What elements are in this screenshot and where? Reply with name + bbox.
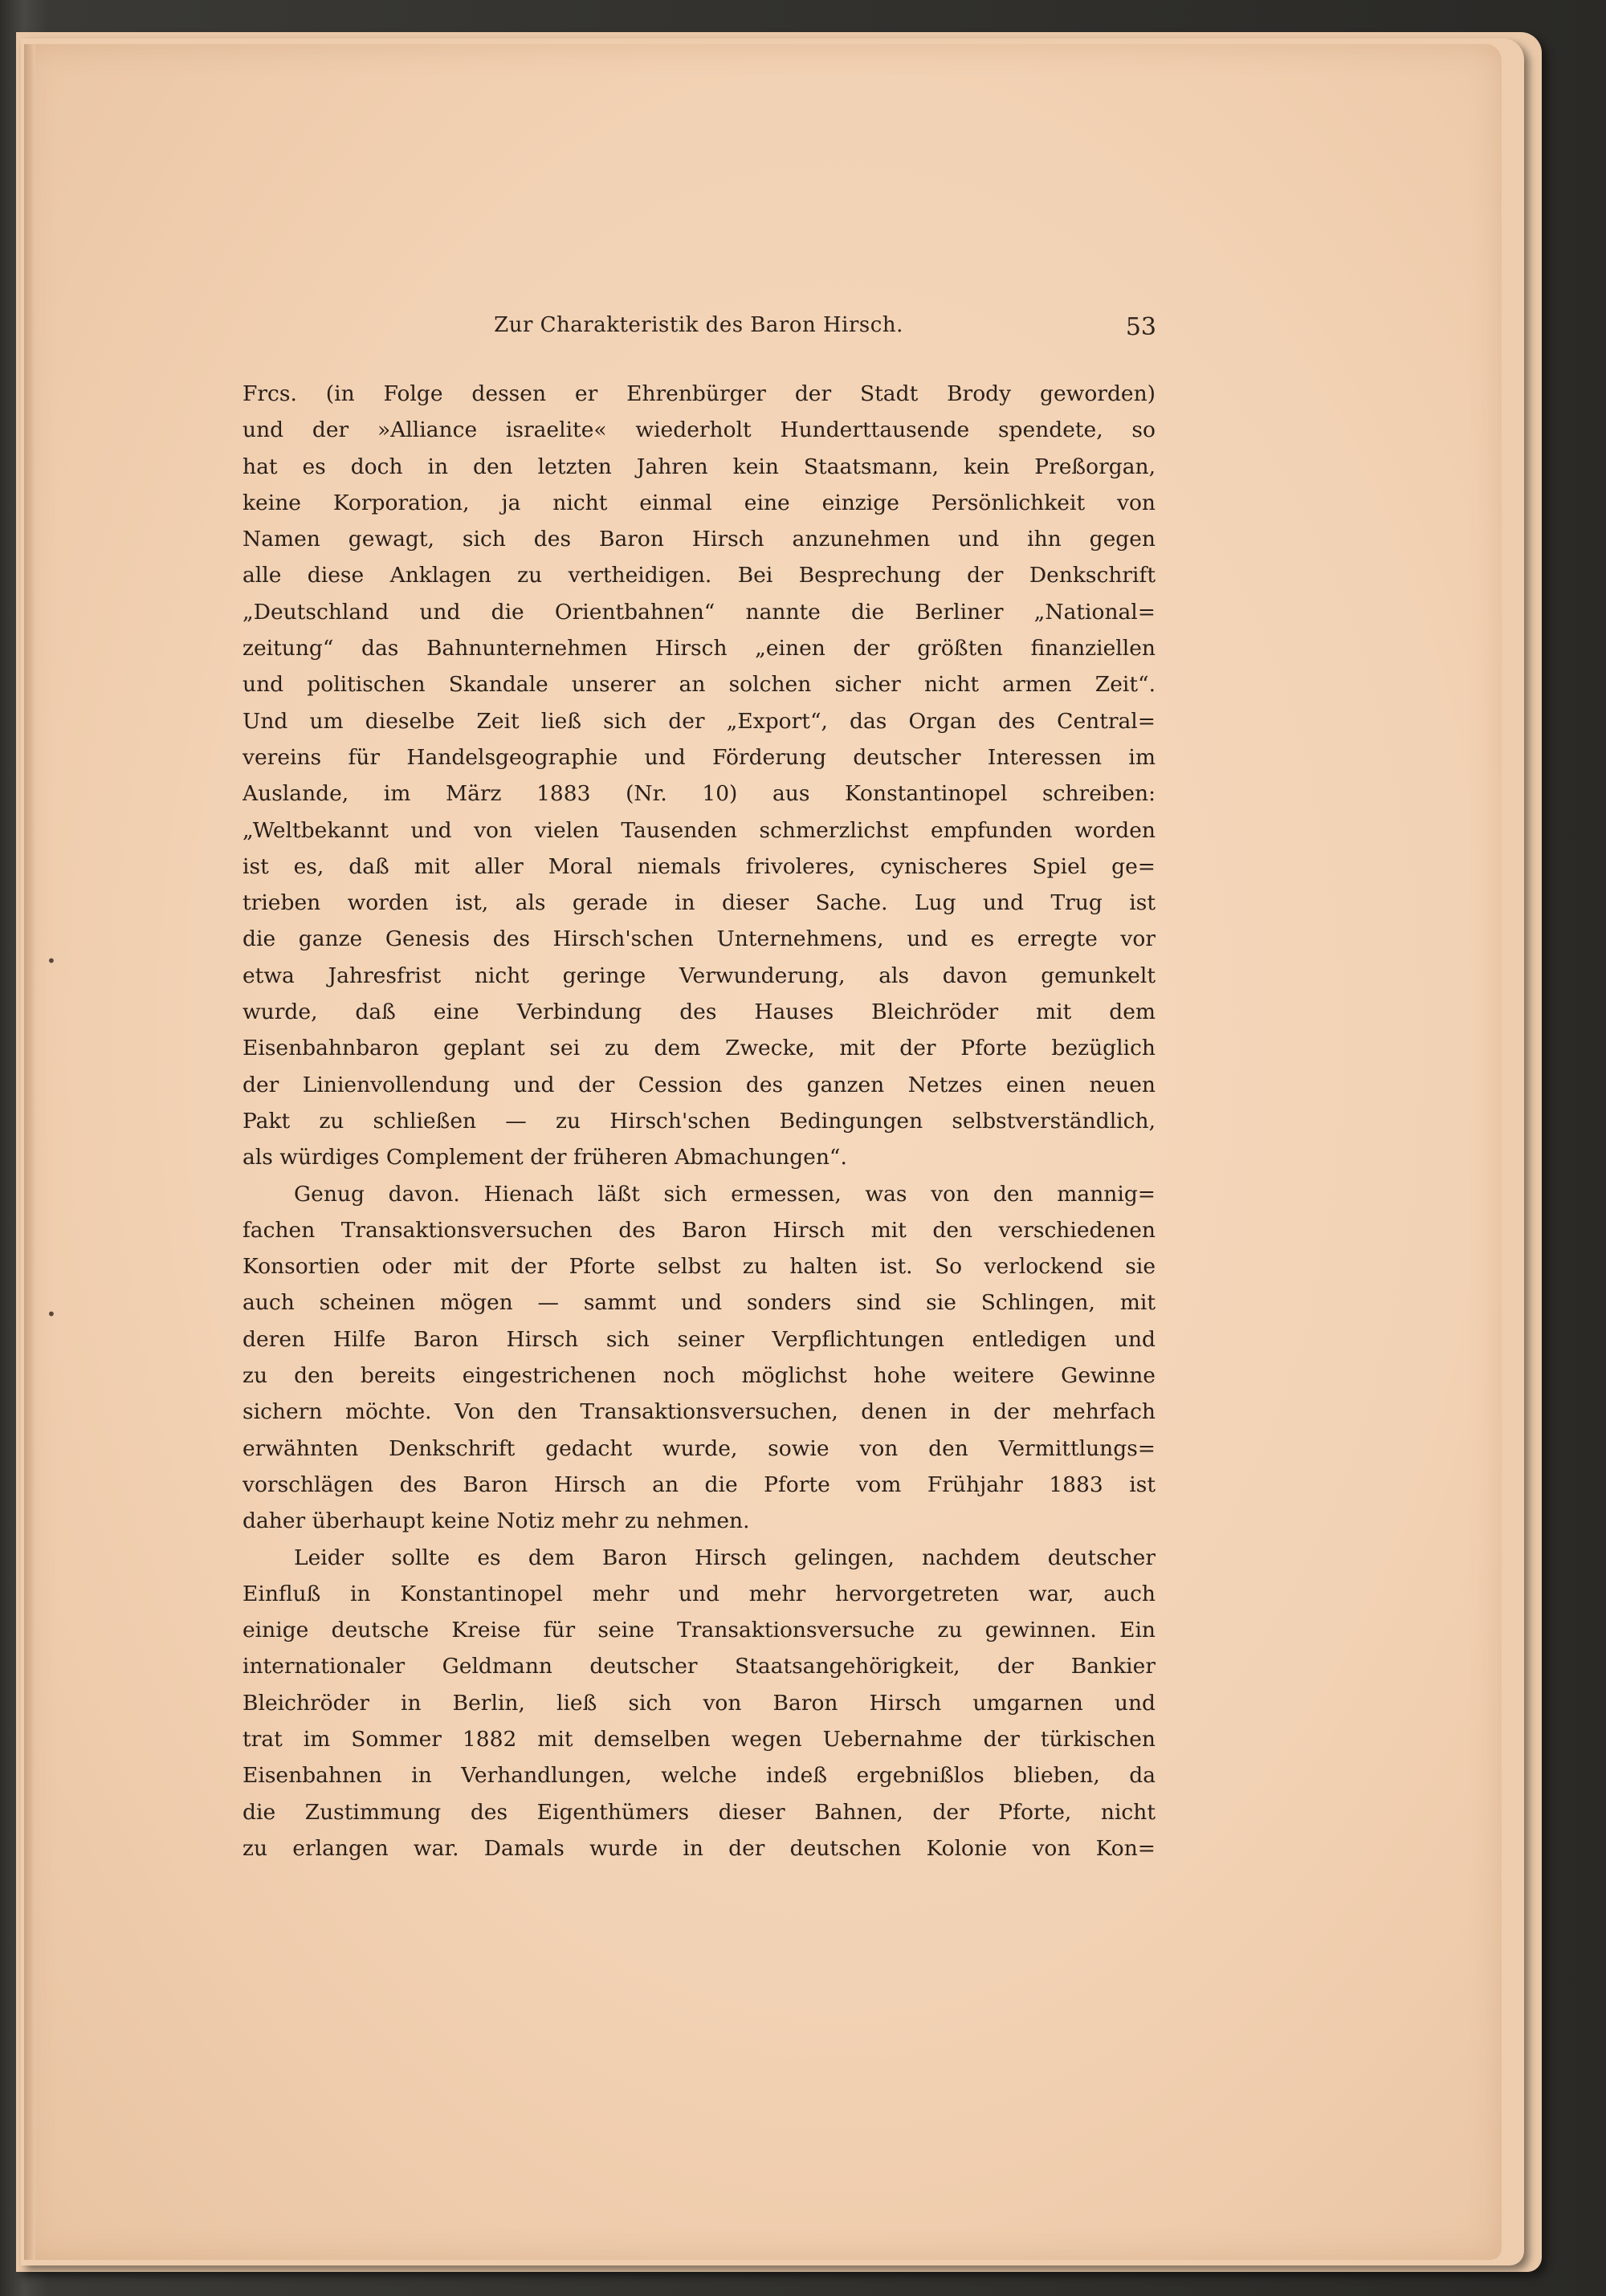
text-line: daher überhaupt keine Notiz mehr zu nehmen.	[243, 1508, 750, 1534]
text-line: Eisenbahnen in Verhandlungen, welche indeß ergebnißlos blieben, da	[243, 1763, 1156, 1789]
text-line: Namen gewagt, sich des Baron Hirsch anzunehmen und ihn gegen	[243, 527, 1156, 552]
text-line: Und um dieselbe Zeit ließ sich der „Export“, das Organ des Central=	[243, 708, 1156, 734]
text-line: trat im Sommer 1882 mit demselben wegen Uebernahme der türkischen	[243, 1726, 1156, 1752]
text-line: Bleichröder in Berlin, ließ sich von Baron Hirsch umgarnen und	[243, 1690, 1156, 1716]
text-line: fachen Transaktionsversuchen des Baron Hirsch mit den verschiedenen	[243, 1217, 1156, 1243]
text-line: Eisenbahnbaron geplant sei zu dem Zwecke, mit der Pforte bezüglich	[243, 1036, 1156, 1061]
running-title: Zur Charakteristik des Baron Hirsch.	[494, 313, 903, 337]
text-line: Leider sollte es dem Baron Hirsch gelingen, nachdem deutscher	[294, 1545, 1156, 1570]
text-line: die ganze Genesis des Hirsch'schen Unternehmens, und es erregte vor	[243, 926, 1156, 952]
text-line: „Deutschland und die Orientbahnen“ nannte die Berliner „National=	[243, 599, 1156, 625]
text-line: einige deutsche Kreise für seine Transaktionsversuche zu gewinnen. Ein	[243, 1618, 1156, 1643]
binding-edge	[24, 44, 35, 2260]
text-line: ist es, daß mit aller Moral niemals frivoleres, cynischeres Spiel ge=	[243, 853, 1156, 879]
text-line: auch scheinen mögen — sammt und sonders sind sie Schlingen, mit	[243, 1290, 1156, 1316]
text-line: wurde, daß eine Verbindung des Hauses Bleichröder mit dem	[243, 999, 1156, 1025]
margin-mark: •	[47, 1305, 56, 1324]
text-line: und der »Alliance israelite« wiederholt Hunderttausende spendete, so	[243, 417, 1156, 443]
text-line: trieben worden ist, als gerade in dieser Sache. Lug und Trug ist	[243, 890, 1156, 916]
text-line: zeitung“ das Bahnunternehmen Hirsch „einen der größten finanziellen	[243, 636, 1156, 662]
text-line: internationaler Geldmann deutscher Staatsangehörigkeit, der Bankier	[243, 1654, 1156, 1679]
body-text	[243, 376, 1156, 1867]
text-line: deren Hilfe Baron Hirsch sich seiner Verpflichtungen entledigen und	[243, 1326, 1156, 1352]
text-line: und politischen Skandale unserer an solchen sicher nicht armen Zeit“.	[243, 672, 1156, 698]
text-line: zu erlangen war. Damals wurde in der deutschen Kolonie von Kon=	[243, 1835, 1156, 1861]
text-line: vereins für Handelsgeographie und Förderung deutscher Interessen im	[243, 744, 1156, 770]
text-line: als würdiges Complement der früheren Abmachungen“.	[243, 1145, 847, 1170]
text-line: Auslande, im März 1883 (Nr. 10) aus Konstantinopel schreiben:	[243, 781, 1156, 807]
text-line: sichern möchte. Von den Transaktionsversuchen, denen in der mehrfach	[243, 1399, 1156, 1425]
text-line: erwähnten Denkschrift gedacht wurde, sowie von den Vermittlungs=	[243, 1435, 1156, 1461]
text-line: die Zustimmung des Eigenthümers dieser Bahnen, der Pforte, nicht	[243, 1799, 1156, 1825]
text-line: hat es doch in den letzten Jahren kein Staatsmann, kein Preßorgan,	[243, 454, 1156, 479]
text-line: der Linienvollendung und der Cession des ganzen Netzes einen neuen	[243, 1072, 1156, 1097]
text-line: alle diese Anklagen zu vertheidigen. Bei Besprechung der Denkschrift	[243, 563, 1156, 588]
text-line: Genug davon. Hienach läßt sich ermessen, was von den mannig=	[294, 1181, 1156, 1207]
text-line: Frcs. (in Folge dessen er Ehrenbürger der Stadt Brody geworden)	[243, 381, 1156, 406]
text-line: „Weltbekannt und von vielen Tausenden schmerzlichst empfunden worden	[243, 817, 1156, 843]
text-line: Konsortien oder mit der Pforte selbst zu halten ist. So verlockend sie	[243, 1254, 1156, 1280]
margin-mark: •	[47, 951, 56, 971]
text-line: etwa Jahresfrist nicht geringe Verwunderung, als davon gemunkelt	[243, 963, 1156, 988]
running-head	[241, 313, 1156, 353]
text-line: zu den bereits eingestrichenen noch möglichst hohe weitere Gewinne	[243, 1363, 1156, 1389]
text-line: Pakt zu schließen — zu Hirsch'schen Bedingungen selbstverständlich,	[243, 1108, 1156, 1134]
text-line: keine Korporation, ja nicht einmal eine einzige Persönlichkeit von	[243, 490, 1156, 515]
page-number: 53	[1125, 313, 1156, 341]
text-line: Einfluß in Konstantinopel mehr und mehr hervorgetreten war, auch	[243, 1581, 1156, 1606]
text-line: vorschlägen des Baron Hirsch an die Pforte vom Frühjahr 1883 ist	[243, 1472, 1156, 1497]
